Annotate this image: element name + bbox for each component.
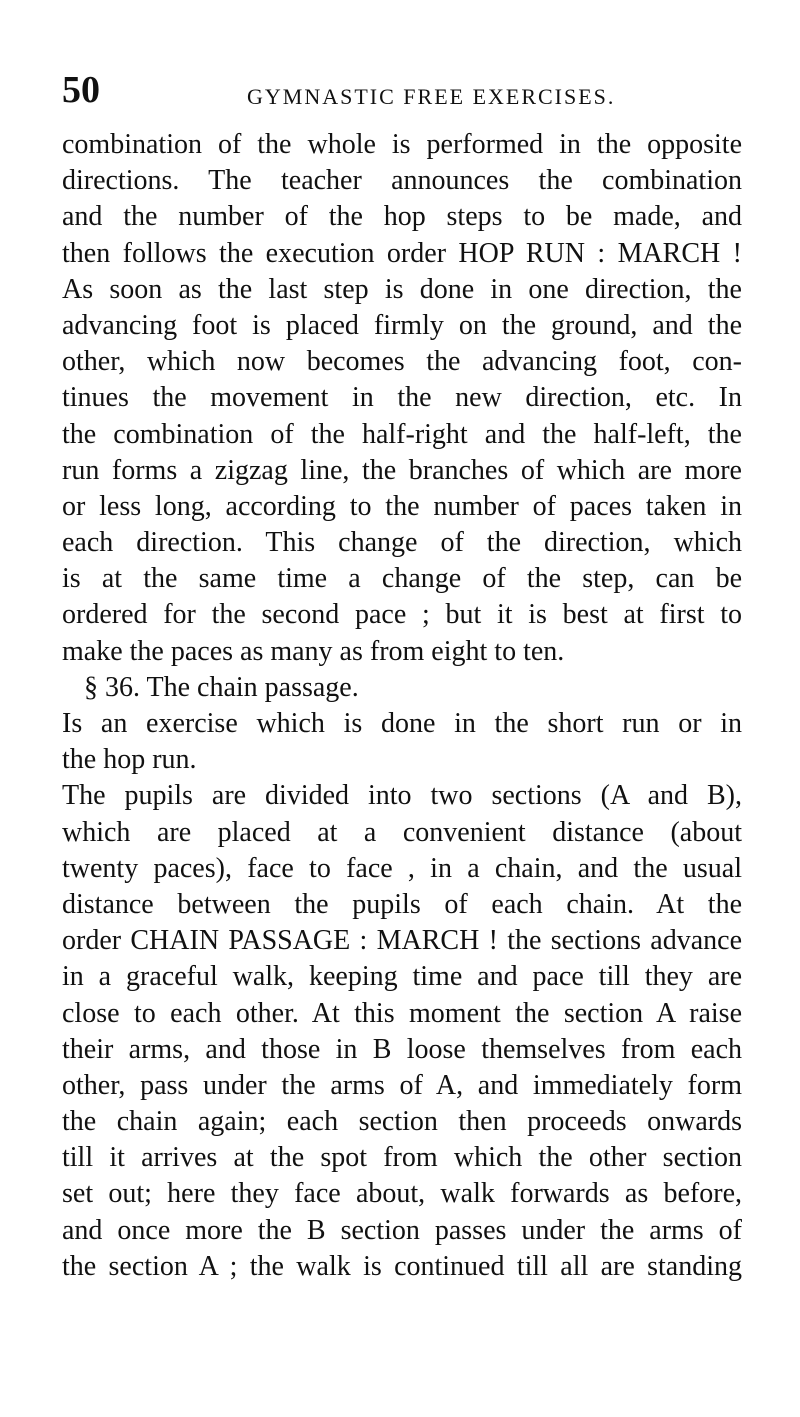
text-line: close to each other. At this moment the section A raise xyxy=(62,997,742,1029)
text-line: make the paces as many as from eight to ten. xyxy=(62,635,565,667)
text-line: is at the same time a change of the step, can be xyxy=(62,563,742,595)
text-line: tinues the movement in the new direction, etc. In xyxy=(62,382,742,414)
text-line: As soon as the last step is done in one direction, the xyxy=(62,273,742,305)
text-line: Is an exercise which is done in the short run or in xyxy=(62,708,742,739)
text-line: their arms, and those in B loose themselves from each xyxy=(62,1033,742,1065)
text-line: order CHAIN PASSAGE : MARCH ! the sections advance xyxy=(62,925,742,957)
text-line: set out; here they face about, walk forwards as before, xyxy=(62,1178,742,1210)
text-line: other, pass under the arms of A, and immediately form xyxy=(62,1069,742,1101)
page-number: 50 xyxy=(62,69,100,111)
text-line: which are placed at a convenient distance (about xyxy=(62,816,742,848)
text-line: or less long, according to the number of paces taken in xyxy=(62,490,742,522)
text-line: directions. The teacher announces the combination xyxy=(62,165,742,197)
body-text xyxy=(62,127,742,1285)
text-line: and once more the B section passes under the arms of xyxy=(62,1214,742,1246)
text-line: advancing foot is placed firmly on the ground, and the xyxy=(62,309,742,341)
text-line: the chain again; each section then proceeds onwards xyxy=(62,1106,742,1138)
text-line: run forms a zigzag line, the branches of which are more xyxy=(62,454,742,486)
text-line: each direction. This change of the direction, which xyxy=(62,527,742,559)
text-line: till it arrives at the spot from which the other section xyxy=(62,1142,742,1174)
text-line: the hop run. xyxy=(62,744,197,776)
text-line: ordered for the second pace ; but it is best at first to xyxy=(62,599,742,631)
text-line: and the number of the hop steps to be made, and xyxy=(62,201,742,233)
running-head: GYMNASTIC FREE EXERCISES. xyxy=(247,84,616,109)
text-line: in a graceful walk, keeping time and pace till they are xyxy=(62,961,742,993)
text-line: other, which now becomes the advancing foot, con- xyxy=(62,346,742,378)
text-line: the combination of the half-right and the half-left, the xyxy=(62,418,742,450)
text-line: the section A ; the walk is continued till all are standing xyxy=(62,1250,742,1282)
text-line: The pupils are divided into two sections (A and B), xyxy=(62,780,742,812)
text-line: twenty paces), face to face , in a chain, and the usual xyxy=(62,852,742,884)
text-line: then follows the execution order HOP RUN : MARCH ! xyxy=(62,237,742,269)
page-header xyxy=(62,70,740,114)
text-line: distance between the pupils of each chain. At the xyxy=(62,888,742,920)
text-line: combination of the whole is performed in the opposite xyxy=(62,129,742,160)
section-heading: § 36. The chain passage. xyxy=(84,671,359,703)
